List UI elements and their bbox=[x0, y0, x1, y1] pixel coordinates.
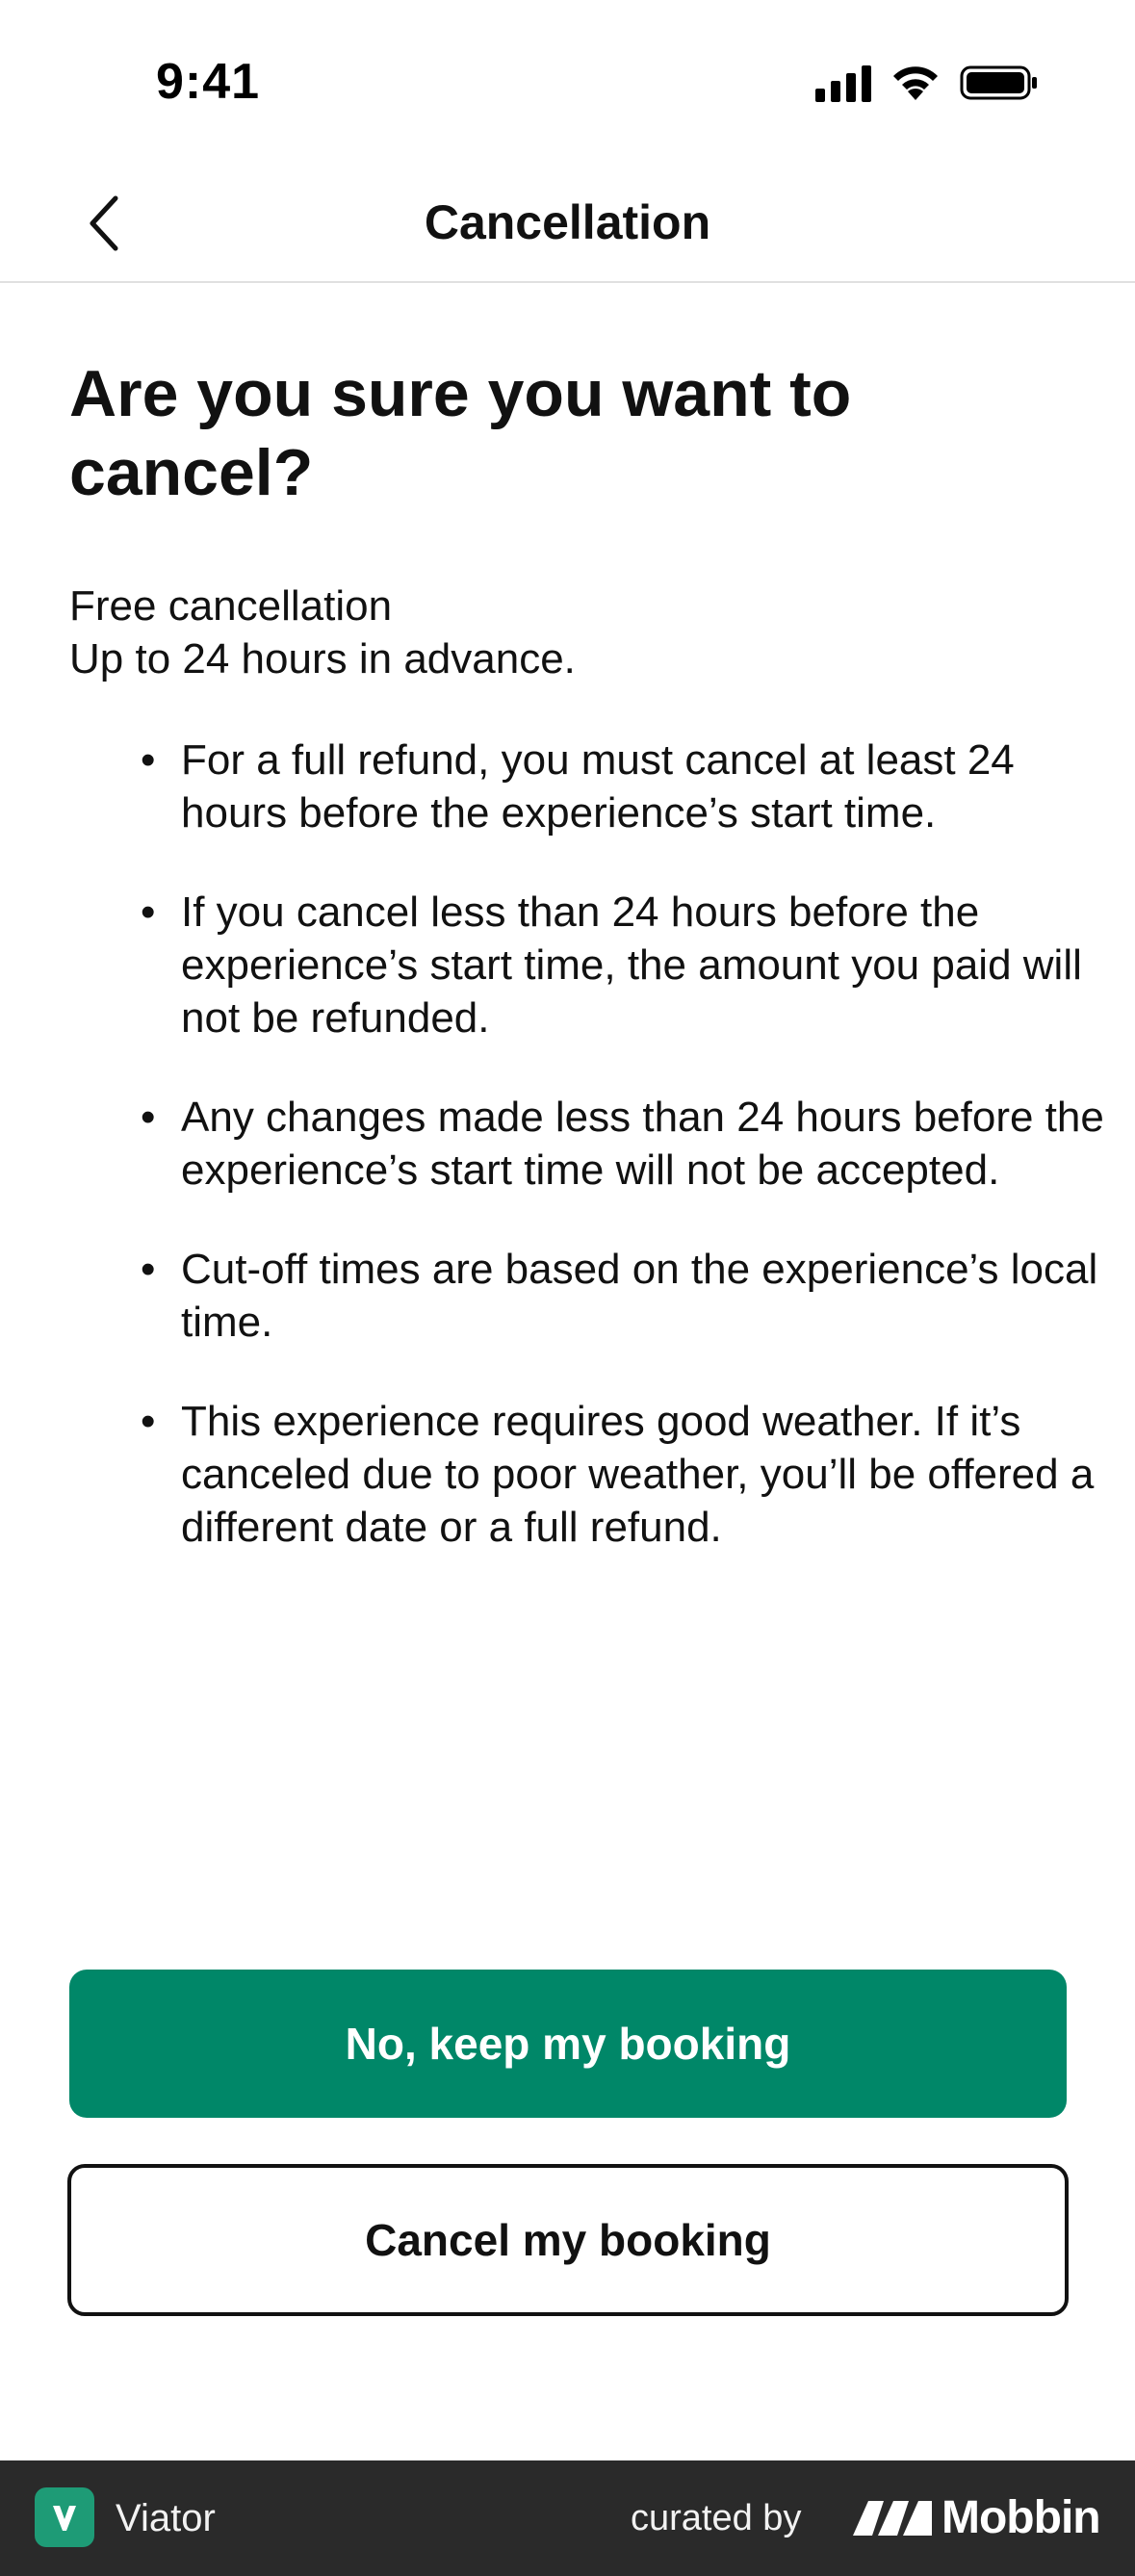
battery-icon bbox=[960, 64, 1039, 102]
confirm-heading: Are you sure you want to cancel? bbox=[69, 357, 852, 509]
bullet-icon: • bbox=[141, 1398, 156, 1445]
bullet-icon: • bbox=[141, 1094, 156, 1141]
status-time: 9:41 bbox=[156, 54, 261, 110]
list-item bbox=[141, 1395, 1124, 1554]
bullet-icon: • bbox=[141, 889, 156, 936]
cellular-signal-icon bbox=[815, 64, 871, 102]
wifi-icon bbox=[890, 64, 941, 102]
bullet-icon: • bbox=[141, 1246, 156, 1293]
list-item bbox=[141, 1243, 1124, 1349]
policy-rules-list bbox=[69, 734, 1104, 1554]
mobbin-logo-icon bbox=[851, 2497, 934, 2542]
cancel-booking-button[interactable]: Cancel my booking bbox=[67, 2164, 1069, 2316]
rule-text: Cut-off times are based on the experience’s local time. bbox=[181, 1246, 1098, 1346]
curated-by-label: curated by bbox=[631, 2498, 802, 2538]
keep-booking-button[interactable]: No, keep my booking bbox=[69, 1970, 1067, 2118]
bullet-icon: • bbox=[141, 736, 156, 784]
rule-text: For a full refund, you must cancel at least 24 hours before the experience’s start time. bbox=[181, 736, 1015, 837]
footer-bar bbox=[0, 2460, 1135, 2576]
rule-text: If you cancel less than 24 hours before the experience’s start time, the amount you paid will not be refunded. bbox=[181, 889, 1082, 1042]
policy-subtitle: Up to 24 hours in advance. bbox=[69, 635, 576, 683]
status-bar bbox=[0, 0, 1135, 164]
status-icons bbox=[815, 64, 1039, 102]
cancellation-content bbox=[69, 283, 1104, 1600]
list-item bbox=[141, 734, 1124, 839]
page-title: Cancellation bbox=[424, 195, 711, 249]
list-item bbox=[141, 886, 1124, 1044]
app-name: Viator bbox=[116, 2497, 216, 2539]
viator-logo-icon bbox=[35, 2487, 94, 2547]
nav-bar bbox=[0, 164, 1135, 283]
rule-text: Any changes made less than 24 hours before the experience’s start time will not be accepted. bbox=[181, 1094, 1104, 1194]
mobbin-brand: Mobbin bbox=[942, 2492, 1100, 2543]
rule-text: This experience requires good weather. If it’s canceled due to poor weather, you’ll be offered a different date or a full refund. bbox=[181, 1398, 1095, 1551]
list-item bbox=[141, 1091, 1124, 1197]
policy-title: Free cancellation bbox=[69, 582, 393, 630]
